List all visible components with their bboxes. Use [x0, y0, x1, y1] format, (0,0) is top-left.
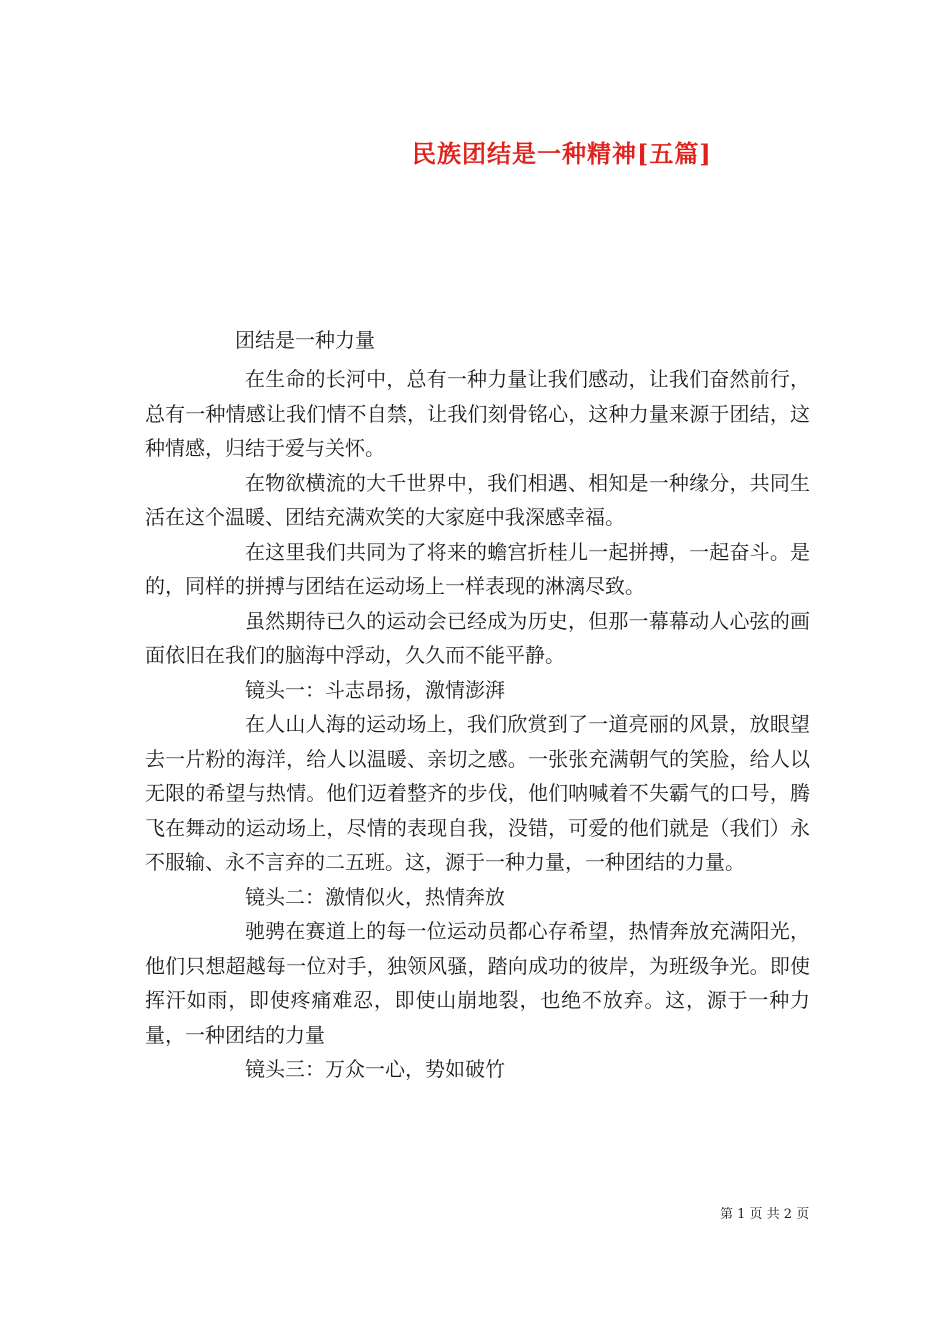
document-title: 民族团结是一种精神[五篇]	[412, 139, 712, 168]
page-number-footer: 第 1 页 共 2 页	[720, 1207, 810, 1222]
paragraph: 虽然期待已久的运动会已经成为历史，但那一幕幕动人心弦的画面依旧在我们的脑海中浮动，久久而不能平静。	[145, 608, 810, 667]
paragraph: 在生命的长河中，总有一种力量让我们感动，让我们奋然前行，总有一种情感让我们情不自禁，让我们刻骨铭心，这种力量来源于团结，这种情感，归结于爱与关怀。	[145, 367, 810, 460]
paragraph: 驰骋在赛道上的每一位运动员都心存希望，热情奔放充满阳光，他们只想超越每一位对手，独领风骚，踏向成功的彼岸，为班级争光。即使挥汗如雨，即使疼痛难忍，即使山崩地裂，也绝不放弃。这，源于一种力量，一种团结的力量	[145, 919, 810, 1047]
paragraph: 在人山人海的运动场上，我们欣赏到了一道亮丽的风景，放眼望去一片粉的海洋，给人以温暖、亲切之感。一张张充满朝气的笑脸，给人以无限的希望与热情。他们迈着整齐的步伐，他们呐喊着不失霸气的口号，腾飞在舞动的运动场上，尽情的表现自我，没错，可爱的他们就是（我们）永不服输、永不言弃的二五班。这，源于一种力量，一种团结的力量。	[145, 712, 810, 874]
section-heading: 团结是一种力量	[235, 328, 375, 352]
scene-heading: 镜头三：万众一心，势如破竹	[245, 1057, 505, 1081]
scene-heading: 镜头一：斗志昂扬，激情澎湃	[245, 677, 505, 702]
paragraph: 在物欲横流的大千世界中，我们相遇、相知是一种缘分，共同生活在这个温暖、团结充满欢笑的大家庭中我深感幸福。	[145, 470, 810, 529]
scene-heading: 镜头二：激情似火，热情奔放	[245, 884, 505, 909]
document-body	[145, 362, 810, 1087]
paragraph: 在这里我们共同为了将来的蟾宫折桂儿一起拼搏，一起奋斗。是的，同样的拼搏与团结在运动场上一样表现的淋漓尽致。	[145, 539, 810, 598]
